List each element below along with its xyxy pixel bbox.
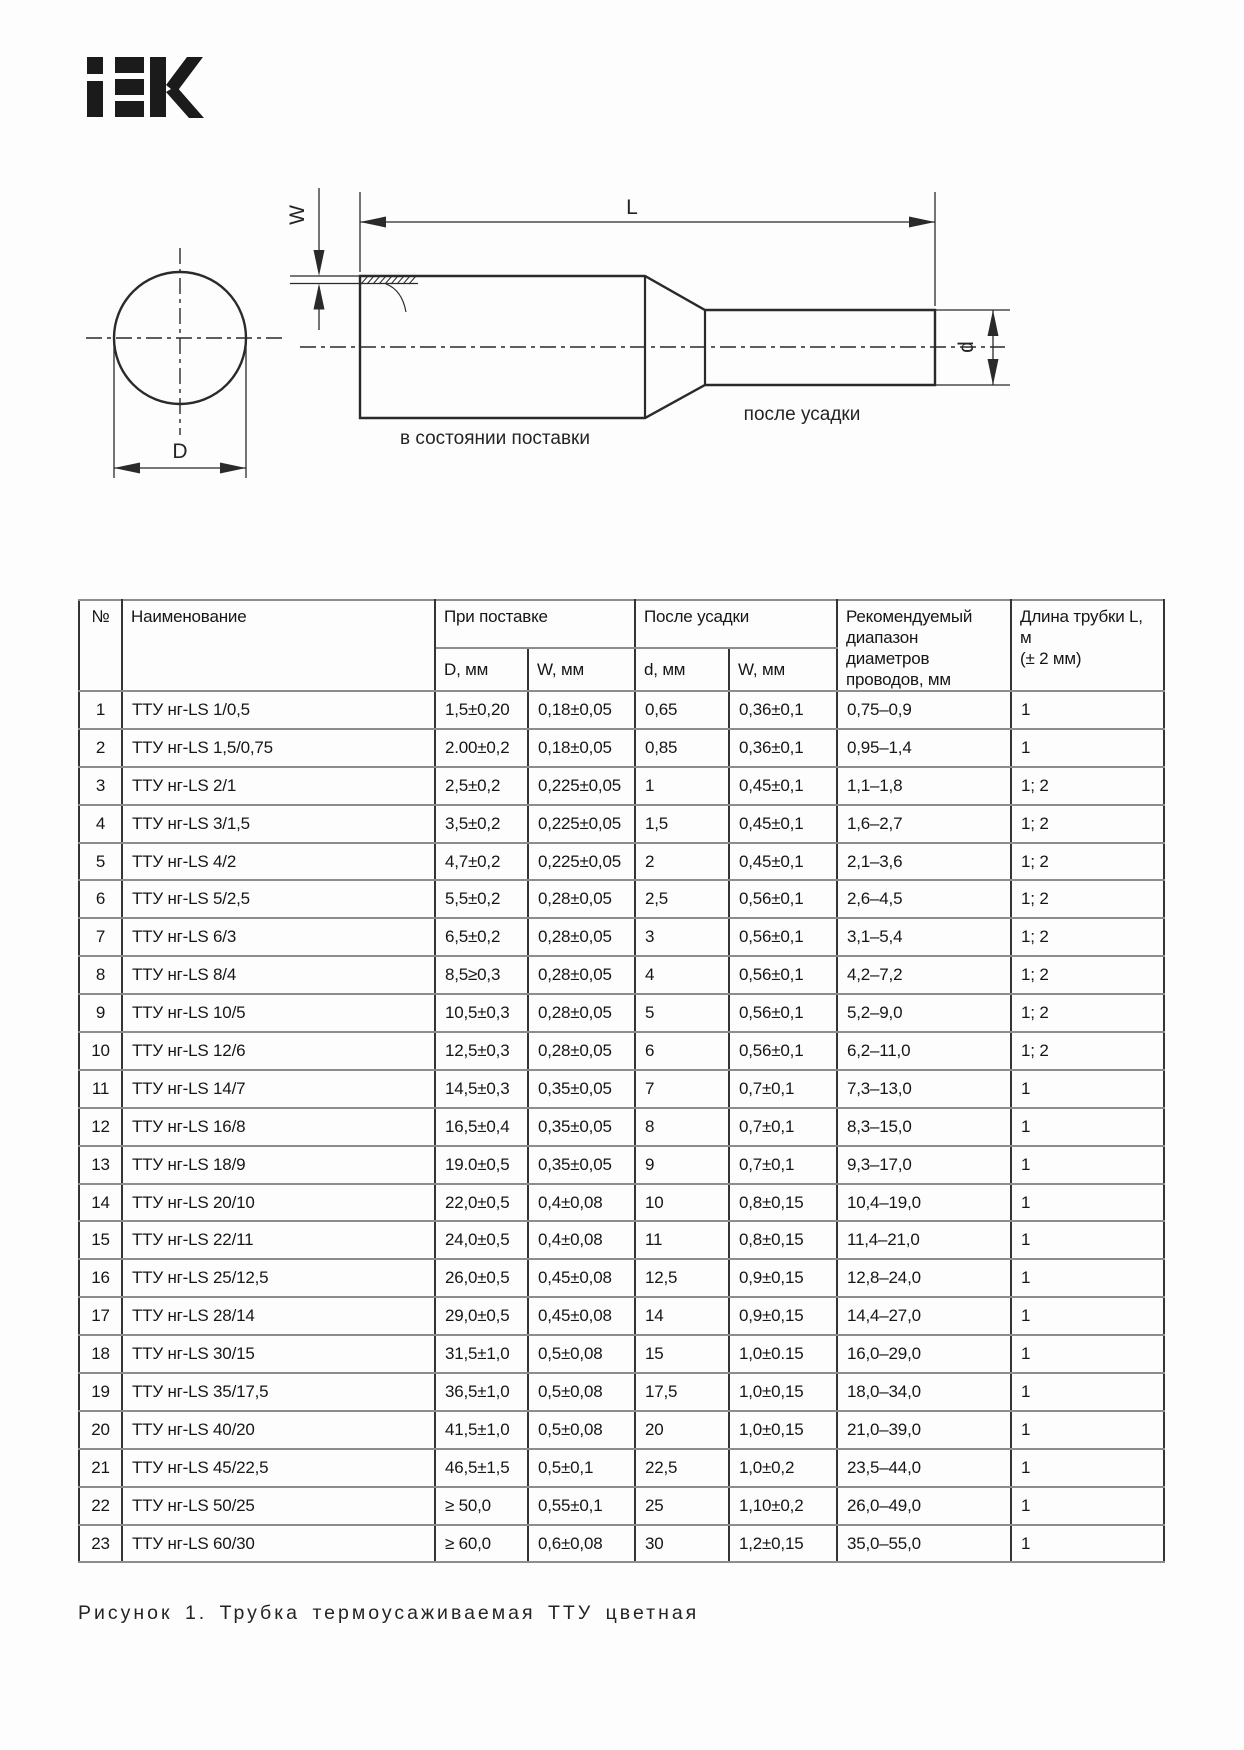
header-after-W: W, мм [729,648,837,691]
col-name: ТТУ нг-LS 40/20 [122,1411,435,1449]
col-num: 18 [79,1335,122,1373]
col-after-d: 2,5 [635,880,729,918]
table-row [79,918,1164,956]
col-num: 6 [79,880,122,918]
col-length: 1; 2 [1011,1032,1164,1070]
col-length: 1; 2 [1011,880,1164,918]
col-after-w: 0,9±0,15 [729,1297,837,1335]
col-range: 21,0–39,0 [837,1411,1011,1449]
col-length: 1; 2 [1011,767,1164,805]
col-length: 1 [1011,1297,1164,1335]
col-after-w: 0,36±0,1 [729,729,837,767]
col-supply-w: 0,35±0,05 [528,1146,635,1184]
col-supply-w: 0,28±0,05 [528,918,635,956]
col-length: 1 [1011,1221,1164,1259]
col-supply-d: 5,5±0,2 [435,880,528,918]
table-row [79,1032,1164,1070]
col-after-d: 1,5 [635,805,729,843]
col-length: 1 [1011,729,1164,767]
table-row [79,956,1164,994]
table-row [79,1070,1164,1108]
header-name: Наименование [122,600,435,691]
col-after-w: 0,56±0,1 [729,1032,837,1070]
col-range: 23,5–44,0 [837,1449,1011,1487]
col-num: 8 [79,956,122,994]
col-range: 26,0–49,0 [837,1487,1011,1525]
col-supply-d: 29,0±0,5 [435,1297,528,1335]
col-supply-d: 14,5±0,3 [435,1070,528,1108]
col-supply-w: 0,55±0,1 [528,1487,635,1525]
col-after-d: 2 [635,843,729,881]
table-row [79,1335,1164,1373]
col-name: ТТУ нг-LS 20/10 [122,1184,435,1222]
col-length: 1 [1011,1487,1164,1525]
col-range: 7,3–13,0 [837,1070,1011,1108]
table-row [79,1525,1164,1563]
col-after-w: 0,45±0,1 [729,767,837,805]
col-supply-w: 0,28±0,05 [528,956,635,994]
table-row [79,767,1164,805]
col-name: ТТУ нг-LS 4/2 [122,843,435,881]
table-row [79,1108,1164,1146]
col-supply-d: 41,5±1,0 [435,1411,528,1449]
col-supply-d: ≥ 50,0 [435,1487,528,1525]
col-after-w: 1,0±0,15 [729,1373,837,1411]
col-length: 1; 2 [1011,843,1164,881]
col-supply-d: 10,5±0,3 [435,994,528,1032]
col-supply-d: 31,5±1,0 [435,1335,528,1373]
col-name: ТТУ нг-LS 10/5 [122,994,435,1032]
col-supply-d: ≥ 60,0 [435,1525,528,1563]
col-supply-w: 0,28±0,05 [528,994,635,1032]
col-supply-d: 8,5≥0,3 [435,956,528,994]
col-range: 35,0–55,0 [837,1525,1011,1563]
col-length: 1 [1011,1184,1164,1222]
col-supply-d: 1,5±0,20 [435,691,528,729]
table-row [79,994,1164,1032]
header-num: № [79,600,122,691]
wall-W-dimension [314,188,325,330]
col-name: ТТУ нг-LS 6/3 [122,918,435,956]
col-supply-w: 0,35±0,05 [528,1070,635,1108]
spec-table-header [79,600,1164,691]
col-after-w: 1,0±0.15 [729,1335,837,1373]
col-length: 1 [1011,1373,1164,1411]
col-num: 11 [79,1070,122,1108]
col-name: ТТУ нг-LS 8/4 [122,956,435,994]
col-length: 1 [1011,1259,1164,1297]
col-after-w: 0,9±0,15 [729,1259,837,1297]
col-num: 21 [79,1449,122,1487]
col-after-d: 12,5 [635,1259,729,1297]
col-supply-w: 0,18±0,05 [528,729,635,767]
col-supply-d: 46,5±1,5 [435,1449,528,1487]
table-row [79,1297,1164,1335]
col-after-d: 25 [635,1487,729,1525]
col-num: 14 [79,1184,122,1222]
col-after-d: 8 [635,1108,729,1146]
spec-table-body [79,691,1164,1562]
col-range: 9,3–17,0 [837,1146,1011,1184]
col-range: 6,2–11,0 [837,1032,1011,1070]
table-row [79,805,1164,843]
col-supply-w: 0,4±0,08 [528,1184,635,1222]
col-name: ТТУ нг-LS 45/22,5 [122,1449,435,1487]
col-range: 12,8–24,0 [837,1259,1011,1297]
col-num: 9 [79,994,122,1032]
col-supply-w: 0,5±0,1 [528,1449,635,1487]
iek-logo [87,57,204,118]
label-supply-state: в состоянии поставки [400,428,590,449]
col-supply-w: 0,4±0,08 [528,1221,635,1259]
header-range: Рекомендуемый диапазон диаметров проводов, мм [837,600,1011,691]
col-supply-d: 3,5±0,2 [435,805,528,843]
col-supply-w: 0,45±0,08 [528,1259,635,1297]
col-num: 23 [79,1525,122,1563]
col-num: 1 [79,691,122,729]
col-num: 12 [79,1108,122,1146]
col-after-d: 7 [635,1070,729,1108]
col-num: 7 [79,918,122,956]
col-supply-w: 0,5±0,08 [528,1411,635,1449]
col-num: 15 [79,1221,122,1259]
col-supply-w: 0,225±0,05 [528,843,635,881]
col-supply-d: 6,5±0,2 [435,918,528,956]
col-range: 18,0–34,0 [837,1373,1011,1411]
col-num: 20 [79,1411,122,1449]
col-name: ТТУ нг-LS 1/0,5 [122,691,435,729]
col-after-d: 4 [635,956,729,994]
col-supply-d: 36,5±1,0 [435,1373,528,1411]
col-after-w: 0,36±0,1 [729,691,837,729]
col-after-w: 0,56±0,1 [729,918,837,956]
label-W: W [286,205,309,225]
tube-outline [290,276,1005,418]
col-name: ТТУ нг-LS 1,5/0,75 [122,729,435,767]
col-supply-w: 0,35±0,05 [528,1108,635,1146]
col-supply-w: 0,28±0,05 [528,1032,635,1070]
col-name: ТТУ нг-LS 50/25 [122,1487,435,1525]
table-row [79,1373,1164,1411]
table-row [79,1487,1164,1525]
header-length-line2: (± 2 мм) [1020,649,1082,668]
col-length: 1 [1011,1335,1164,1373]
col-after-d: 14 [635,1297,729,1335]
col-num: 16 [79,1259,122,1297]
col-after-w: 1,10±0,2 [729,1487,837,1525]
col-length: 1; 2 [1011,805,1164,843]
col-num: 5 [79,843,122,881]
col-range: 3,1–5,4 [837,918,1011,956]
header-supply-W: W, мм [528,648,635,691]
label-D: D [172,440,188,463]
col-after-w: 0,45±0,1 [729,805,837,843]
col-after-w: 0,56±0,1 [729,994,837,1032]
col-length: 1 [1011,1146,1164,1184]
col-supply-w: 0,225±0,05 [528,767,635,805]
col-after-d: 0,85 [635,729,729,767]
col-range: 14,4–27,0 [837,1297,1011,1335]
col-range: 5,2–9,0 [837,994,1011,1032]
col-supply-w: 0,6±0,08 [528,1525,635,1563]
col-supply-d: 24,0±0,5 [435,1221,528,1259]
col-after-d: 6 [635,1032,729,1070]
col-name: ТТУ нг-LS 30/15 [122,1335,435,1373]
col-num: 10 [79,1032,122,1070]
col-range: 0,75–0,9 [837,691,1011,729]
table-row [79,1449,1164,1487]
col-num: 4 [79,805,122,843]
col-length: 1 [1011,1411,1164,1449]
col-after-d: 22,5 [635,1449,729,1487]
label-after-shrink: после усадки [743,404,861,425]
col-range: 10,4–19,0 [837,1184,1011,1222]
header-length [1011,600,1164,691]
col-supply-w: 0,45±0,08 [528,1297,635,1335]
col-length: 1 [1011,1449,1164,1487]
col-supply-w: 0,18±0,05 [528,691,635,729]
col-after-d: 10 [635,1184,729,1222]
col-after-d: 5 [635,994,729,1032]
col-length: 1; 2 [1011,956,1164,994]
col-after-w: 0,7±0,1 [729,1070,837,1108]
col-name: ТТУ нг-LS 14/7 [122,1070,435,1108]
col-num: 3 [79,767,122,805]
col-name: ТТУ нг-LS 60/30 [122,1525,435,1563]
col-after-w: 0,7±0,1 [729,1108,837,1146]
figure-caption: Рисунок 1. Трубка термоусаживаемая ТТУ цветная [78,1602,700,1624]
col-supply-d: 2,5±0,2 [435,767,528,805]
header-supply-D: D, мм [435,648,528,691]
col-supply-d: 2.00±0,2 [435,729,528,767]
col-supply-w: 0,225±0,05 [528,805,635,843]
col-length: 1 [1011,1525,1164,1563]
table-row [79,1184,1164,1222]
col-name: ТТУ нг-LS 22/11 [122,1221,435,1259]
table-row [79,880,1164,918]
table-row [79,1221,1164,1259]
col-name: ТТУ нг-LS 16/8 [122,1108,435,1146]
col-name: ТТУ нг-LS 35/17,5 [122,1373,435,1411]
col-range: 2,6–4,5 [837,880,1011,918]
col-after-w: 1,0±0,2 [729,1449,837,1487]
col-after-d: 30 [635,1525,729,1563]
table-row [79,729,1164,767]
table-row [79,1259,1164,1297]
col-length: 1; 2 [1011,918,1164,956]
col-after-w: 0,8±0,15 [729,1184,837,1222]
col-num: 2 [79,729,122,767]
col-range: 1,6–2,7 [837,805,1011,843]
col-name: ТТУ нг-LS 5/2,5 [122,880,435,918]
spec-table [78,599,1165,1563]
col-supply-d: 12,5±0,3 [435,1032,528,1070]
col-supply-d: 22,0±0,5 [435,1184,528,1222]
cross-section-circle [86,248,285,435]
col-after-d: 1 [635,767,729,805]
col-after-w: 1,2±0,15 [729,1525,837,1563]
col-after-w: 0,56±0,1 [729,956,837,994]
col-after-d: 15 [635,1335,729,1373]
col-range: 16,0–29,0 [837,1335,1011,1373]
col-after-w: 1,0±0,15 [729,1411,837,1449]
table-row [79,691,1164,729]
col-length: 1; 2 [1011,994,1164,1032]
col-name: ТТУ нг-LS 18/9 [122,1146,435,1184]
col-after-d: 11 [635,1221,729,1259]
col-supply-d: 19.0±0,5 [435,1146,528,1184]
col-supply-d: 26,0±0,5 [435,1259,528,1297]
header-after-d: d, мм [635,648,729,691]
col-supply-w: 0,28±0,05 [528,880,635,918]
col-range: 0,95–1,4 [837,729,1011,767]
table-row [79,843,1164,881]
length-L-dimension [360,192,935,306]
label-d: d [955,341,978,353]
header-length-line1: Длина трубки L, м [1020,607,1143,647]
col-name: ТТУ нг-LS 12/6 [122,1032,435,1070]
table-row [79,1146,1164,1184]
col-range: 11,4–21,0 [837,1221,1011,1259]
col-after-d: 20 [635,1411,729,1449]
col-name: ТТУ нг-LS 2/1 [122,767,435,805]
col-range: 8,3–15,0 [837,1108,1011,1146]
col-supply-w: 0,5±0,08 [528,1373,635,1411]
col-num: 13 [79,1146,122,1184]
col-name: ТТУ нг-LS 3/1,5 [122,805,435,843]
col-after-d: 17,5 [635,1373,729,1411]
header-group-after: После усадки [635,600,837,648]
col-after-d: 9 [635,1146,729,1184]
technical-drawing [0,0,1244,500]
col-range: 1,1–1,8 [837,767,1011,805]
label-L: L [626,196,638,219]
col-after-d: 0,65 [635,691,729,729]
col-after-w: 0,7±0,1 [729,1146,837,1184]
col-range: 4,2–7,2 [837,956,1011,994]
col-length: 1 [1011,1070,1164,1108]
col-supply-d: 4,7±0,2 [435,843,528,881]
col-after-w: 0,8±0,15 [729,1221,837,1259]
col-name: ТТУ нг-LS 25/12,5 [122,1259,435,1297]
col-num: 17 [79,1297,122,1335]
col-supply-w: 0,5±0,08 [528,1335,635,1373]
col-after-w: 0,45±0,1 [729,843,837,881]
table-row [79,1411,1164,1449]
col-num: 19 [79,1373,122,1411]
col-length: 1 [1011,1108,1164,1146]
col-name: ТТУ нг-LS 28/14 [122,1297,435,1335]
col-after-w: 0,56±0,1 [729,880,837,918]
col-after-d: 3 [635,918,729,956]
col-num: 22 [79,1487,122,1525]
header-group-supply: При поставке [435,600,635,648]
col-supply-d: 16,5±0,4 [435,1108,528,1146]
col-length: 1 [1011,691,1164,729]
col-range: 2,1–3,6 [837,843,1011,881]
